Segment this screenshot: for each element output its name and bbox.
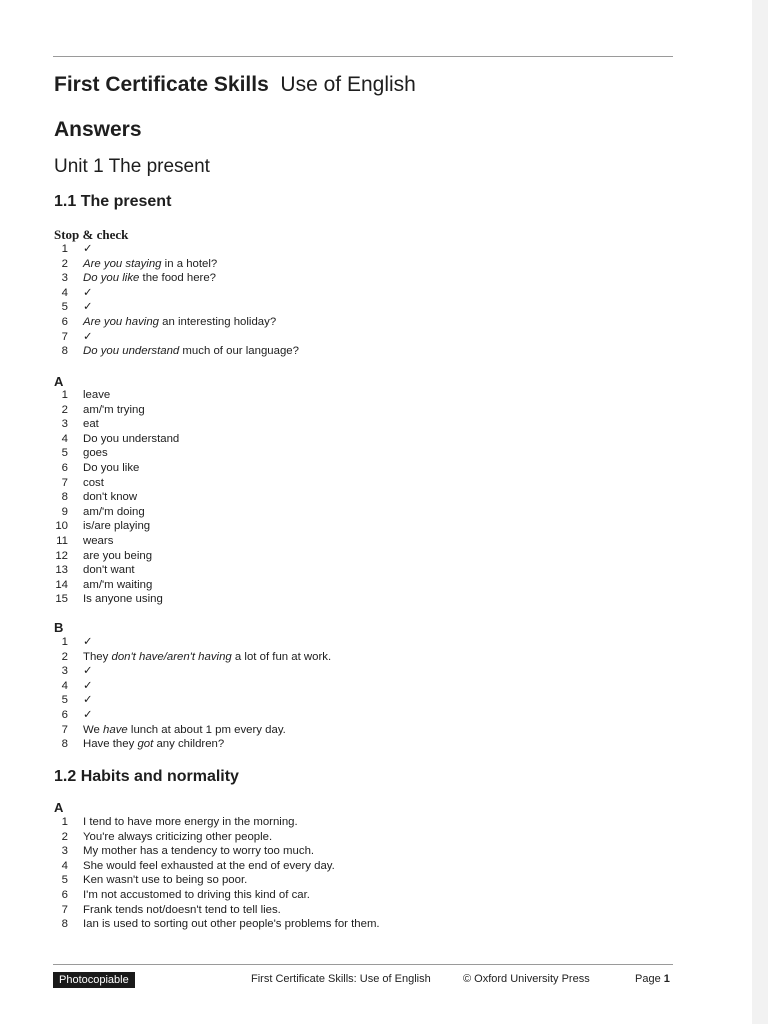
answer-text xyxy=(83,271,216,286)
answer-number: 4 xyxy=(61,859,68,872)
answer-text: cost xyxy=(83,476,104,489)
answer-item xyxy=(54,417,179,432)
answer-text: is/are playing xyxy=(83,520,151,533)
answer-item xyxy=(54,679,331,694)
answer-segment: much of our language? xyxy=(179,345,299,358)
answer-text xyxy=(83,708,93,723)
section-1-1-heading xyxy=(54,193,171,211)
answer-item xyxy=(54,650,331,665)
stop-check-label: Stop & check xyxy=(54,227,129,242)
answer-item xyxy=(54,461,179,476)
page-edge-strip xyxy=(752,0,768,1024)
answer-italic: Are you staying xyxy=(83,257,162,270)
answer-number: 3 xyxy=(61,418,68,431)
answer-text: are you being xyxy=(83,549,153,562)
answer-number: 15 xyxy=(55,593,68,606)
top-rule xyxy=(53,56,673,57)
answer-segment: in a hotel? xyxy=(161,257,218,270)
answer-item xyxy=(54,432,179,447)
answer-item xyxy=(54,315,299,330)
answer-number: 6 xyxy=(61,315,68,328)
answer-item xyxy=(54,664,331,679)
bottom-rule xyxy=(53,964,673,965)
answer-text xyxy=(83,679,93,694)
answers-heading: Answers xyxy=(54,118,142,141)
answer-number: 12 xyxy=(55,549,68,562)
answer-item xyxy=(54,330,299,345)
unit-heading: Unit 1 The present xyxy=(54,156,210,177)
check-mark-icon: ✓ xyxy=(83,636,93,648)
answer-text: eat xyxy=(83,418,99,431)
answer-number: 2 xyxy=(61,257,68,270)
answer-number: 1 xyxy=(61,389,68,401)
exercise-1-2-a-label: A xyxy=(54,800,64,815)
answer-number: 2 xyxy=(61,830,68,843)
answer-item xyxy=(54,563,179,578)
answer-item xyxy=(54,917,380,932)
answer-text xyxy=(83,242,93,257)
answer-item xyxy=(54,549,179,564)
answer-number: 13 xyxy=(55,564,68,577)
answer-text: She would feel exhausted at the end of every day. xyxy=(83,859,335,872)
answer-text xyxy=(83,315,276,330)
answer-number: 7 xyxy=(61,903,68,916)
check-mark-icon: ✓ xyxy=(83,243,93,255)
section-1-1-number: 1.1 xyxy=(54,193,77,210)
answer-italic: Do you like xyxy=(83,272,140,285)
answer-segment: lunch at about 1 pm every day. xyxy=(127,723,286,736)
answer-segment: Have they xyxy=(83,738,138,751)
answer-text: don't want xyxy=(83,564,135,577)
footer-publisher: © Oxford University Press xyxy=(463,973,590,985)
answer-item xyxy=(54,844,380,859)
answer-italic: got xyxy=(137,738,154,751)
answer-text xyxy=(83,723,286,738)
answer-italic: have xyxy=(103,723,128,736)
section-1-2-heading xyxy=(54,768,239,786)
answer-number: 7 xyxy=(61,330,68,343)
answer-item xyxy=(54,519,179,534)
answer-item xyxy=(54,635,331,650)
answer-text: Ken wasn't use to being so poor. xyxy=(83,874,248,887)
answer-number: 1 xyxy=(61,636,68,648)
exercise-a-list xyxy=(54,388,179,607)
answer-number: 8 xyxy=(61,918,68,931)
answer-text: wears xyxy=(83,534,114,547)
answer-text xyxy=(83,300,93,315)
answer-item xyxy=(54,286,299,301)
section-1-2-title: Habits and normality xyxy=(80,768,239,785)
answer-text: Do you like xyxy=(83,461,140,474)
answer-text: goes xyxy=(83,447,108,460)
answer-item xyxy=(54,888,380,903)
answer-number: 11 xyxy=(56,534,68,547)
answer-text: Ian is used to sorting out other people's problems for them. xyxy=(83,918,380,931)
answer-item xyxy=(54,815,380,830)
answer-item xyxy=(54,257,299,272)
document-title xyxy=(54,73,416,97)
answer-text: am/'m waiting xyxy=(83,578,153,591)
answer-item xyxy=(54,830,380,845)
answer-number: 4 xyxy=(61,679,68,692)
answer-number: 4 xyxy=(61,286,68,299)
answer-item xyxy=(54,300,299,315)
answer-text: My mother has a tendency to worry too much. xyxy=(83,845,315,858)
answer-text xyxy=(83,330,93,345)
answer-text: Do you understand xyxy=(83,432,180,445)
answer-item xyxy=(54,873,380,888)
answer-number: 5 xyxy=(61,447,68,460)
exercise-b-list xyxy=(54,635,331,752)
answer-item xyxy=(54,505,179,520)
answer-segment: the food here? xyxy=(139,272,216,285)
check-mark-icon: ✓ xyxy=(83,330,93,343)
answer-text xyxy=(83,664,93,679)
stop-check-list xyxy=(54,242,299,359)
document-title-bold: First Certificate Skills xyxy=(54,73,269,96)
answer-text xyxy=(83,344,299,359)
answer-item xyxy=(54,534,179,549)
answer-number: 8 xyxy=(61,345,68,358)
section-1-2-number: 1.2 xyxy=(54,768,77,785)
check-mark-icon: ✓ xyxy=(83,665,93,678)
document-title-rest: Use of English xyxy=(280,73,416,96)
photocopiable-badge: Photocopiable xyxy=(53,972,135,988)
answer-text: I'm not accustomed to driving this kind of car. xyxy=(83,888,310,901)
answer-item xyxy=(54,737,331,752)
exercise-1-2-a-list xyxy=(54,815,380,932)
exercise-b-label: B xyxy=(54,620,64,635)
answer-text xyxy=(83,257,217,272)
answer-number: 5 xyxy=(61,301,68,314)
answer-item xyxy=(54,859,380,874)
answer-item xyxy=(54,476,179,491)
answer-number: 3 xyxy=(61,665,68,678)
answer-segment: They xyxy=(83,650,112,663)
page-label: Page xyxy=(635,973,661,985)
answer-text: I tend to have more energy in the morning. xyxy=(83,816,298,828)
answer-number: 4 xyxy=(61,432,68,445)
answer-italic: don't have/aren't having xyxy=(111,650,232,663)
answer-number: 14 xyxy=(55,578,68,591)
answer-number: 6 xyxy=(61,461,68,474)
answer-item xyxy=(54,592,179,607)
answer-number: 7 xyxy=(61,723,68,736)
answer-number: 3 xyxy=(61,845,68,858)
answer-number: 8 xyxy=(61,738,68,751)
answer-number: 6 xyxy=(61,888,68,901)
answer-number: 1 xyxy=(61,816,68,828)
check-mark-icon: ✓ xyxy=(83,679,93,692)
answer-number: 6 xyxy=(61,708,68,721)
answer-number: 5 xyxy=(61,874,68,887)
answer-text xyxy=(83,650,331,665)
exercise-a-label: A xyxy=(54,374,64,389)
answer-text xyxy=(83,737,224,752)
answer-item xyxy=(54,490,179,505)
answer-segment: a lot of fun at work. xyxy=(231,650,332,663)
answer-text: am/'m doing xyxy=(83,505,145,518)
answer-item xyxy=(54,242,299,257)
answer-text: am/'m trying xyxy=(83,403,145,416)
answer-text xyxy=(83,286,93,301)
section-1-1-title: The present xyxy=(80,193,172,210)
answer-number: 10 xyxy=(55,520,68,533)
answer-number: 9 xyxy=(61,505,68,518)
answer-item xyxy=(54,271,299,286)
answer-segment: any children? xyxy=(153,738,225,751)
answer-item xyxy=(54,708,331,723)
check-mark-icon: ✓ xyxy=(83,708,93,721)
footer-book-title: First Certificate Skills: Use of English xyxy=(251,973,431,985)
answer-text: Is anyone using xyxy=(83,593,163,606)
answer-text: You're always criticizing other people. xyxy=(83,830,273,843)
answer-text: don't know xyxy=(83,491,138,504)
answer-segment: an interesting holiday? xyxy=(159,315,277,328)
answer-item xyxy=(54,723,331,738)
answer-italic: Are you having xyxy=(83,315,159,328)
answer-number: 1 xyxy=(61,243,68,255)
page-number: 1 xyxy=(663,973,670,985)
answer-number: 2 xyxy=(61,403,68,416)
check-mark-icon: ✓ xyxy=(83,301,93,314)
check-mark-icon: ✓ xyxy=(83,694,93,707)
answer-number: 5 xyxy=(61,694,68,707)
answer-item xyxy=(54,446,179,461)
answer-item xyxy=(54,903,380,918)
answer-item xyxy=(54,693,331,708)
answer-number: 3 xyxy=(61,272,68,285)
answer-number: 8 xyxy=(61,491,68,504)
answer-text: leave xyxy=(83,389,111,401)
answer-text xyxy=(83,693,93,708)
answer-item xyxy=(54,388,179,403)
answer-text: Frank tends not/doesn't tend to tell lies. xyxy=(83,903,281,916)
answer-number: 7 xyxy=(61,476,68,489)
answer-item xyxy=(54,578,179,593)
footer-page-number xyxy=(635,973,670,985)
answer-item xyxy=(54,403,179,418)
answer-segment: We xyxy=(83,723,104,736)
answer-text xyxy=(83,635,93,650)
answer-item xyxy=(54,344,299,359)
answer-number: 2 xyxy=(61,650,68,663)
check-mark-icon: ✓ xyxy=(83,286,93,299)
answer-italic: Do you understand xyxy=(83,345,180,358)
